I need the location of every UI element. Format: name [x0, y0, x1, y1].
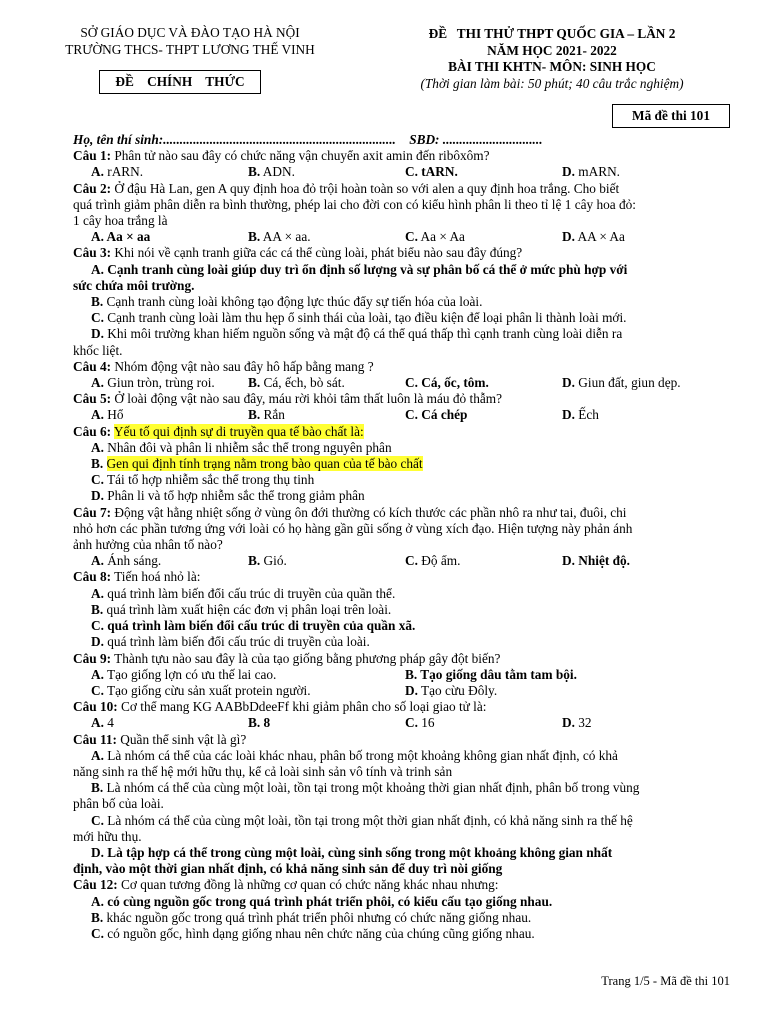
question-7-text: ảnh hưởng của nhân tố nào?	[73, 537, 223, 553]
option-d[interactable]: D. Là tập hợp cá thể trong cùng một loài, cùng sinh sống trong một khoảng không gian nhất	[91, 844, 613, 860]
question-2: Câu 2: Ở đậu Hà Lan, gen A quy định hoa đỏ trội hoàn toàn so với alen a quy định hoa trắng. Cho biết	[73, 180, 620, 196]
student-info-line	[73, 132, 733, 148]
option-c[interactable]: C. tARN.	[405, 164, 458, 180]
exam-subject: BÀI THI KHTN- MÔN: SINH HỌC	[448, 59, 656, 74]
option-c[interactable]: C. Cạnh tranh cùng loài làm thu hẹp ổ sinh thái của loài, tạo điều kiện để loại phân li thành loài mới.	[91, 310, 627, 326]
option-d[interactable]: D. Phân li và tổ hợp nhiễm sắc thể trong giảm phân	[91, 488, 365, 504]
option-a[interactable]: A. Hổ	[91, 407, 124, 423]
option-b[interactable]: B. Gen qui định tính trạng nằm trong bào quan của tế bào chất	[91, 456, 423, 472]
option-c-cont: mới hữu thụ.	[73, 828, 142, 844]
option-a[interactable]: A. Cạnh tranh cùng loài giúp duy trì ổn định số lượng và sự phân bố cá thể ở mức phù hợp với	[91, 261, 628, 277]
official-exam-box	[99, 70, 261, 94]
option-b[interactable]: B. Cạnh tranh cùng loài không tạo động lực thúc đẩy sự tiến hóa của loài.	[91, 294, 483, 310]
option-b[interactable]: B. Cá, ếch, bò sát.	[248, 375, 345, 391]
question-6: Câu 6: Yếu tố qui định sự di truyền qua tế bào chất là:	[73, 423, 364, 439]
option-d[interactable]: D. quá trình làm biến đổi cấu trúc di truyền của loài.	[91, 634, 370, 650]
option-d-cont: khốc liệt.	[73, 342, 123, 358]
question-11: Câu 11: Quần thể sinh vật là gì?	[73, 731, 247, 747]
question-4-options	[73, 375, 733, 391]
highlighted-text: Gen qui định tính trạng nằm trong bào quan của tế bào chất	[106, 456, 423, 472]
option-c[interactable]: C. quá trình làm biến đổi cấu trúc di truyền của quần xã.	[91, 618, 416, 634]
option-b[interactable]: B. AA × aa.	[248, 229, 311, 245]
option-c[interactable]: C. Là nhóm cá thể của cùng một loài, tồn tại trong một thời gian nhất định, có khả năng sinh ra thế hệ	[91, 812, 633, 828]
question-2-text: quá trình giảm phân diễn ra bình thường, phép lai cho đời con có kiểu hình phân li theo tỉ lệ 1 cây hoa đỏ:	[73, 196, 636, 212]
option-a[interactable]: A. Là nhóm cá thể của các loài khác nhau, phân bố trong một khoảng không gian nhất định, có khả	[91, 747, 618, 763]
question-2-text: 1 cây hoa trắng là	[73, 213, 168, 229]
option-d[interactable]: D. Ếch	[562, 407, 599, 423]
option-b[interactable]: B. 8	[248, 715, 271, 731]
option-c[interactable]: C. có nguồn gốc, hình dạng giống nhau nên chức năng của chúng cũng giống nhau.	[91, 925, 535, 941]
option-d[interactable]: D. Khi môi trường khan hiếm nguồn sống và mật độ cá thể quá thấp thì cạnh tranh cùng loài diễn ra	[91, 326, 623, 342]
option-a-cont: năng sinh ra thế hệ mới hữu thụ, kể cả loài sinh sản vô tính và trinh sản	[73, 763, 453, 779]
option-a[interactable]: A. 4	[91, 715, 114, 731]
exam-content	[73, 132, 733, 942]
official-exam-label: ĐỀ CHÍNH THỨC	[115, 74, 245, 89]
option-a-cont: sức chứa môi trường.	[73, 277, 195, 293]
option-b[interactable]: B. Là nhóm cá thể của cùng một loài, tồn tại trong một khoảng thời gian nhất định, phân bố trong vùng	[91, 780, 640, 796]
exam-time: (Thời gian làm bài: 50 phút; 40 câu trắc nghiệm)	[420, 75, 684, 91]
question-4: Câu 4: Nhóm động vật nào sau đây hô hấp bằng mang ?	[73, 358, 374, 374]
page-footer: Trang 1/5 - Mã đề thi 101	[601, 974, 730, 988]
student-sbd-field[interactable]: SBD: ..............................	[409, 132, 543, 147]
option-a[interactable]: A. có cùng nguồn gốc trong quá trình phát triển phôi, có kiểu cấu tạo giống nhau.	[91, 893, 553, 909]
question-3: Câu 3: Khi nói về cạnh tranh giữa các cá thể cùng loài, phát biểu nào sau đây đúng?	[73, 245, 523, 261]
option-d[interactable]: D. Nhiệt độ.	[562, 553, 630, 569]
school-year: NĂM HỌC 2021- 2022	[487, 42, 617, 58]
option-a[interactable]: A. rARN.	[91, 164, 144, 180]
question-5-options	[73, 407, 733, 423]
question-10: Câu 10: Cơ thể mang KG AABbDdeeFf khi giảm phân cho số loại giao tử là:	[73, 699, 487, 715]
question-2-options	[73, 229, 733, 245]
option-c[interactable]: C. Cá, ốc, tôm.	[405, 375, 489, 391]
option-d[interactable]: D. AA × Aa	[562, 229, 625, 245]
student-name-field[interactable]: Họ, tên thí sinh:......................................................................	[73, 132, 396, 147]
option-b[interactable]: B. Gió.	[248, 553, 287, 569]
department-name: SỞ GIÁO DỤC VÀ ĐÀO TẠO HÀ NỘI	[80, 25, 300, 40]
question-9-options-row2	[73, 683, 733, 699]
exam-code-box	[612, 104, 730, 128]
question-8: Câu 8: Tiến hoá nhỏ là:	[73, 569, 201, 585]
option-c[interactable]: C. 16	[405, 715, 435, 731]
option-b[interactable]: B. quá trình làm xuất hiện các đơn vị phân loại trên loài.	[91, 601, 392, 617]
option-a[interactable]: A. Nhân đôi và phân li nhiễm sắc thể trong nguyên phân	[91, 439, 392, 455]
option-d-cont: định, vào một thời gian nhất định, có khả năng sinh sản để duy trì nòi giống	[73, 861, 503, 877]
option-c[interactable]: C. Cá chép	[405, 407, 468, 423]
exam-code: Mã đề thi 101	[632, 108, 710, 123]
option-d[interactable]: D. Tạo cừu Đôly.	[405, 682, 498, 698]
question-7: Câu 7: Động vật hằng nhiệt sống ở vùng ôn đới thường có kích thước các phần nhô ra như tai, đuôi, chi	[73, 504, 627, 520]
question-7-options	[73, 553, 733, 569]
option-b[interactable]: B. Tạo giống dâu tằm tam bội.	[405, 666, 577, 682]
option-d[interactable]: D. mARN.	[562, 164, 621, 180]
option-c[interactable]: C. Tạo giống cừu sản xuất protein người.	[91, 682, 311, 698]
option-c[interactable]: C. Aa × Aa	[405, 229, 465, 245]
question-1: Câu 1: Phân tử nào sau đây có chức năng vận chuyển axit amin đến ribôxôm?	[73, 148, 490, 164]
question-1-options	[73, 164, 733, 180]
question-10-options	[73, 715, 733, 731]
option-b[interactable]: B. Rắn	[248, 407, 285, 423]
question-9-options-row1	[73, 667, 733, 683]
header-right	[372, 26, 732, 92]
option-c[interactable]: C. Độ ẩm.	[405, 553, 461, 569]
question-5: Câu 5: Ở loài động vật nào sau đây, máu rời khỏi tâm thất luôn là máu đỏ thẫm?	[73, 391, 503, 407]
option-d[interactable]: D. 32	[562, 715, 592, 731]
option-b[interactable]: B. khác nguồn gốc trong quá trình phát triển phôi nhưng có chức năng giống nhau.	[91, 909, 532, 925]
option-a[interactable]: A. Tạo giống lợn có ưu thế lai cao.	[91, 666, 277, 682]
option-a[interactable]: A. Ánh sáng.	[91, 553, 162, 569]
question-12: Câu 12: Cơ quan tương đồng là những cơ quan có chức năng khác nhau nhưng:	[73, 877, 499, 893]
header-left	[40, 24, 340, 58]
question-9: Câu 9: Thành tựu nào sau đây là của tạo giống bằng phương pháp gây đột biến?	[73, 650, 501, 666]
option-a[interactable]: A. Giun tròn, trùng roi.	[91, 375, 215, 391]
option-b[interactable]: B. ADN.	[248, 164, 295, 180]
school-name: TRƯỜNG THCS- THPT LƯƠNG THẾ VINH	[65, 42, 315, 57]
option-a[interactable]: A. quá trình làm biến đổi cấu trúc di truyền của quần thể.	[91, 585, 396, 601]
option-c[interactable]: C. Tái tổ hợp nhiễm sắc thể trong thụ tinh	[91, 472, 315, 488]
question-7-text: nhỏ hơn các phần tương ứng với loài có họ hàng gần gũi sống ở vùng xích đạo. Hiện tượng này phản ánh	[73, 520, 633, 536]
option-b-cont: phân bố của loài.	[73, 796, 164, 812]
option-d[interactable]: D. Giun đất, giun dẹp.	[562, 375, 681, 391]
highlighted-text: Yếu tố qui định sự di truyền qua tế bào chất là:	[113, 423, 364, 439]
option-a[interactable]: A. Aa × aa	[91, 229, 151, 245]
exam-title: ĐỀ THI THỬ THPT QUỐC GIA – LẦN 2	[428, 26, 676, 41]
